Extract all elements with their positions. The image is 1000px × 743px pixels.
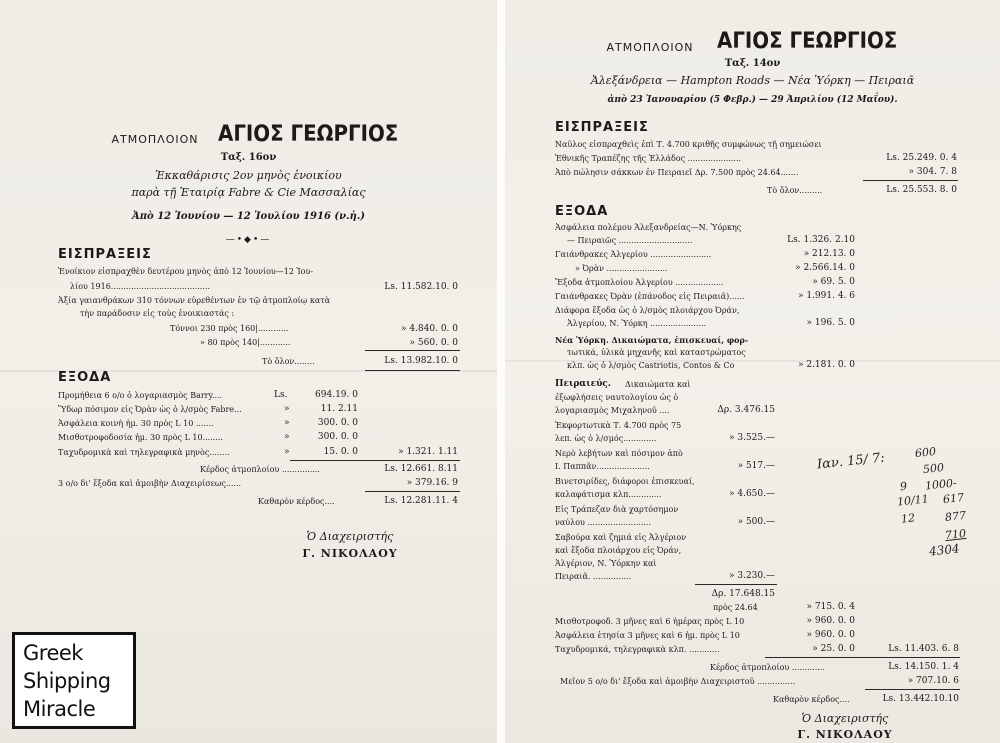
piraeus-unloading-line1: Ἐκφορτωτικὰ Τ. 4.700 πρὸς 75	[555, 421, 682, 430]
expense-water-amount: 11. 2.11	[320, 404, 358, 414]
handwritten-note: 617	[942, 490, 965, 507]
logo-line-shipping: Shipping	[23, 669, 111, 693]
piraeus-water-amount: » 517.—	[737, 461, 775, 471]
expense-commission-amount: 694.19. 0	[315, 390, 358, 400]
ditto-mark: »	[284, 404, 290, 414]
voyage-number: Ταξ. 16ον	[220, 152, 277, 163]
piraeus-repairs-amount: » 4.650.—	[729, 489, 775, 499]
receipts-total-label: Τὸ ὅλον.........	[767, 186, 823, 195]
coal-230-amount: » 4.840. 0. 0	[400, 324, 458, 334]
rule	[365, 350, 460, 351]
company-label: ΑΤΜΟΠΛΟΙΟΝ	[111, 133, 199, 146]
voyage-number: Ταξ. 14ον	[724, 58, 781, 69]
route: Ἀλεξάνδρεια — Hampton Roads — Νέα Ὑόρκη — Πειραιᾶ	[590, 74, 915, 87]
expense-war-insurance-line2: — Πειραιῶς .............................	[567, 236, 693, 245]
expense-commission: Προμήθεια 6 ο/ο ὁ λογαριασμὸς Barry....	[58, 391, 223, 400]
receipt-rent-line1: Ἐνοίκιον εἰσπραχθὲν δευτέρου μηνὸς ἀπὸ 12 Ἰουνίου—12 Ἰου-	[58, 267, 314, 276]
profit-amount: Ls. 14.150. 1. 4	[888, 662, 959, 672]
expense-postal: Ταχυδρομικὰ καὶ τηλεγραφικὰ μηνὸς........	[58, 448, 230, 457]
expense-coal-return: Γαιάνθρακες Ὀρὰν (ἐπάνοδος εἰς Πειραιᾶ)......	[555, 292, 745, 301]
ditto-mark: »	[284, 418, 290, 428]
piraeus-ballast-line4: Πειραιᾶ. ...............	[555, 572, 632, 581]
piraeus-repairs-line1: Βινετσιρίδες, διάφοροι ἐπισκευαί,	[555, 477, 695, 486]
drachma-total: Δρ. 17.648.15	[711, 589, 775, 599]
expense-ship-algiers-amount: » 69. 5. 0	[812, 277, 855, 287]
expense-wages-amount: 300. 0. 0	[317, 432, 358, 442]
watermark-logo	[12, 632, 136, 729]
management-fee-label: Μεῖον 5 ο/ο δι' ἔξοδα καὶ ἀμοιβὴν Διαχειριστοῦ ...............	[560, 677, 796, 686]
expense-coal-oran: » Ὀρὰν ........................	[575, 264, 668, 273]
net-profit-amount: Ls. 13.442.10.10	[882, 694, 959, 704]
receipt-coal-line2: τὴν παράδοσιν εἰς τοὺς ἐνοικιαστάς :	[80, 309, 235, 318]
piraeus-ballast-line2: καὶ ἔξοδα πλοιάρχου εἰς Ὀράν,	[555, 546, 682, 555]
piraeus-repairs-line2: καλαφάτισμα κλπ.............	[555, 490, 662, 499]
expense-captain-amount: » 196. 5. 0	[806, 318, 855, 328]
profit-amount: Ls. 12.661. 8.11	[384, 464, 458, 474]
drachma-converted-amount: » 715. 0. 4	[806, 602, 855, 612]
net-profit-label: Καθαρὸν κέρδος....	[773, 695, 850, 704]
handwritten-note: 12	[900, 511, 916, 526]
coal-230-tons: Τόννοι 230 πρὸς 160|............	[170, 324, 289, 333]
handwritten-note: 500	[922, 460, 945, 477]
expense-coal-algiers-amount: » 212.13. 0	[803, 249, 855, 259]
management-fee-amount: » 707.10. 6	[907, 676, 959, 686]
receipt-sacks-amount: » 304. 7. 8	[908, 167, 957, 177]
expense-annual-insurance-amount: » 960. 0. 0	[806, 630, 855, 640]
rule	[863, 180, 958, 181]
rule	[290, 460, 460, 461]
handwritten-note: 1000-	[924, 476, 958, 493]
piraeus-stamp-line1: Εἰς Τράπεζαν διὰ χαρτόσημον	[555, 505, 679, 514]
expense-coal-return-amount: » 1.991. 4. 6	[797, 291, 855, 301]
net-profit-amount: Ls. 12.281.11. 4	[384, 496, 458, 506]
expense-insurance-amount: 300. 0. 0	[317, 418, 358, 428]
management-fee-label: 3 ο/ο δι' ἔξοδα καὶ ἀμοιβὴν Διαχειρίσεως......	[58, 479, 242, 488]
rule	[765, 657, 960, 658]
handwritten-note: 877	[944, 508, 967, 525]
period-dates: ἀπὸ 23 Ἰανουαρίου (5 Φεβρ.) — 29 Ἀπριλίου (12 Μαΐου).	[607, 95, 898, 105]
expense-postal-amount: » 25. 0. 0	[812, 644, 855, 654]
expenses-total-amount: » 1.321. 1.11	[398, 447, 458, 457]
piraeus-ballast-amount: » 3.230.—	[729, 571, 775, 581]
piraeus-crew-line1: Δικαιώματα καὶ	[625, 380, 691, 389]
receipts-heading: ΕΙΣΠΡΑΞΕΙΣ	[555, 120, 649, 135]
profit-label: Κέρδος ἀτμοπλοίου ...............	[200, 465, 320, 474]
piraeus-water-line2: Ι. Παππᾶν.....................	[555, 462, 650, 471]
expense-war-insurance-amount: Ls. 1.326. 2.10	[787, 235, 855, 245]
management-fee-amount: » 379.16. 9	[406, 478, 458, 488]
ship-name: ΑΓΙΟΣ ΓΕΩΡΓΙΟΣ	[717, 29, 898, 54]
handwritten-note: 9	[899, 479, 908, 494]
piraeus-stamp-amount: » 500.—	[737, 517, 775, 527]
expense-captain-line2: Ἀλγερίου, Ν. Ὑόρκη ......................	[567, 319, 707, 328]
piraeus-crew-line3: λογαριασμὸς Μιχαληνοῦ ....	[555, 406, 670, 415]
piraeus-crew-amount: Δρ. 3.476.15	[717, 405, 775, 415]
piraeus-unloading-amount: » 3.525.—	[729, 433, 775, 443]
coal-80-tons: » 80 πρὸς 140|............	[200, 338, 291, 347]
expense-postal-amount: 15. 0. 0	[323, 447, 358, 457]
receipts-total-amount: Ls. 25.553. 8. 0	[886, 185, 957, 195]
piraeus-heading: Πειραιεύς.	[555, 379, 611, 389]
new-york-expenses-line1: Νέα Ὑόρκη. Δικαιώματα, ἐπισκευαί, φορ-	[555, 335, 749, 345]
logo-line-miracle: Miracle	[23, 697, 96, 721]
rule	[865, 689, 960, 690]
receipt-freight-line2: Ἐθνικῆς Τραπέζης τῆς Ἑλλάδος .....................	[555, 154, 742, 163]
ditto-mark: »	[284, 432, 290, 442]
handwritten-note: 10/11	[896, 492, 930, 509]
drachma-rate: πρὸς 24.64	[713, 603, 758, 612]
signature-name: Γ. ΝΙΚΟΛΑΟΥ	[797, 728, 893, 741]
expense-coal-oran-amount: » 2.566.14. 0	[795, 263, 855, 273]
profit-label: Κέρδος ἀτμοπλοίου .............	[710, 663, 825, 672]
expense-water: Ὕδωρ πόσιμον εἰς Ὀρὰν ὡς ὁ λ/σμὸς Fabre...	[58, 405, 242, 414]
right-document-sheet	[505, 0, 1000, 743]
piraeus-crew-line2: ἐξωφλήσεις ναυτολογίου ὡς ὁ	[555, 393, 679, 402]
receipt-sacks: Ἀπὸ πώλησιν σάκκων ἐν Πειραιεῖ Δρ. 7.500 πρὸς 24.64.......	[555, 168, 799, 177]
piraeus-unloading-line2: λεπ. ὡς ὁ λ/σμός.............	[555, 434, 657, 443]
expense-war-insurance-line1: Ἀσφάλεια πολέμου Ἀλεξανδρείας—Ν. Ὑόρκης	[555, 223, 742, 232]
charter-company: παρὰ τῇ Ἑταιρίᾳ Fabre & Cie Μασσαλίας	[131, 186, 366, 199]
receipt-rent-amount: Ls. 11.582.10. 0	[384, 282, 458, 292]
new-york-expenses-amount: » 2.181. 0. 0	[797, 360, 855, 370]
rule	[695, 584, 777, 585]
signature-name: Γ. ΝΙΚΟΛΑΟΥ	[302, 547, 398, 560]
signature-role: Ὁ Διαχειριστής	[801, 712, 889, 725]
expense-wages-amount: » 960. 0. 0	[806, 616, 855, 626]
company-label: ΑΤΜΟΠΛΟΙΟΝ	[606, 41, 694, 54]
new-york-expenses-line3: κλπ. ὡς ὁ λ/σμὸς Castriotis, Contos & Co	[567, 361, 735, 370]
piraeus-water-line1: Νερὸ λεβήτων καὶ πόσιμον ἀπὸ	[555, 449, 683, 458]
handwritten-note: 710	[944, 526, 967, 543]
expense-postal: Ταχυδρομικά, τηλεγραφικὰ κλπ. ............	[555, 645, 720, 654]
coal-80-amount: » 560. 0. 0	[409, 338, 458, 348]
receipt-rent-line2: λίου 1916.......................................	[70, 282, 210, 291]
expense-coal-algiers: Γαιάνθρακες Ἀλγερίου ........................	[555, 250, 712, 259]
handwritten-note: Ιαν. 15/ 7:	[816, 450, 886, 473]
receipts-total-label: Τὸ ὅλον........	[262, 357, 315, 366]
receipts-total-amount: Ls. 13.982.10. 0	[384, 356, 458, 366]
expense-commission-currency: Ls.	[274, 390, 288, 400]
expense-wages: Μισθοτροφοδ. 3 μῆνες καὶ 6 ἡμέρας πρὸς L 10	[555, 617, 745, 626]
expenses-total-amount: Ls. 11.403. 6. 8	[888, 644, 959, 654]
logo-line-greek: Greek	[23, 641, 83, 665]
rule	[365, 491, 460, 492]
handwritten-note: 600	[914, 444, 937, 461]
expense-insurance: Ἀσφάλεια κοινὴ ἡμ. 30 πρὸς L 10 .......	[58, 419, 214, 428]
ditto-mark: »	[284, 447, 290, 457]
left-document-sheet	[0, 0, 497, 743]
piraeus-ballast-line1: Σαβούρα καὶ ζημιά εἰς Ἀλγέριον	[555, 533, 687, 542]
piraeus-stamp-line2: ναύλου .........................	[555, 518, 651, 527]
page-gutter	[497, 0, 505, 743]
expenses-heading: ΕΞΟΔΑ	[58, 370, 112, 385]
piraeus-ballast-line3: Ἀλγέριον, Ν. Ὑόρκην καὶ	[555, 559, 657, 568]
new-york-expenses-line2: τωτικά, ὑλικὰ μηχανῆς καὶ καταστρώματος	[567, 348, 746, 357]
settlement-title: Ἐκκαθάρισις 2ον μηνὸς ἐνοικίου	[155, 169, 342, 182]
receipt-freight-line1: Ναῦλος εἰσπραχθεὶς ἐπὶ Τ. 4.700 κριθῆς συμφώνως τῇ σημειώσει	[555, 140, 822, 149]
expense-annual-insurance: Ἀσφάλεια ἐτησία 3 μῆνες καὶ 6 ἡμ. πρὸς L 10	[555, 631, 740, 640]
ship-name: ΑΓΙΟΣ ΓΕΩΡΓΙΟΣ	[218, 122, 399, 147]
expense-wages: Μισθοτροφοδοσία ἡμ. 30 πρὸς L 10........	[58, 433, 223, 442]
expenses-heading: ΕΞΟΔΑ	[555, 204, 609, 219]
expense-captain-line1: Διάφορα ἔξοδα ὡς ὁ λ/σμὸς πλοιάρχου Ὀράν,	[555, 306, 740, 315]
net-profit-label: Καθαρὸν κέρδος....	[258, 497, 335, 506]
receipt-coal-line1: Ἀξία γαιανθράκων 310 τόννων εὑρεθέντων ἐν τῷ ἀτμοπλοίῳ κατὰ	[58, 296, 331, 305]
signature-role: Ὁ Διαχειριστής	[306, 530, 394, 543]
receipts-heading: ΕΙΣΠΡΑΞΕΙΣ	[58, 247, 152, 262]
handwritten-total: 4304	[928, 541, 961, 559]
expense-ship-algiers: Ἔξοδα ἀτμοπλοίου Ἀλγερίου ...................	[555, 278, 724, 287]
ornament-divider: —•◆•—	[225, 235, 272, 245]
rule	[365, 370, 460, 371]
receipt-freight-amount: Ls. 25.249. 0. 4	[886, 153, 957, 163]
period-dates: Ἀπὸ 12 Ἰουνίου — 12 Ἰουλίου 1916 (ν.ἡ.)	[131, 211, 366, 222]
